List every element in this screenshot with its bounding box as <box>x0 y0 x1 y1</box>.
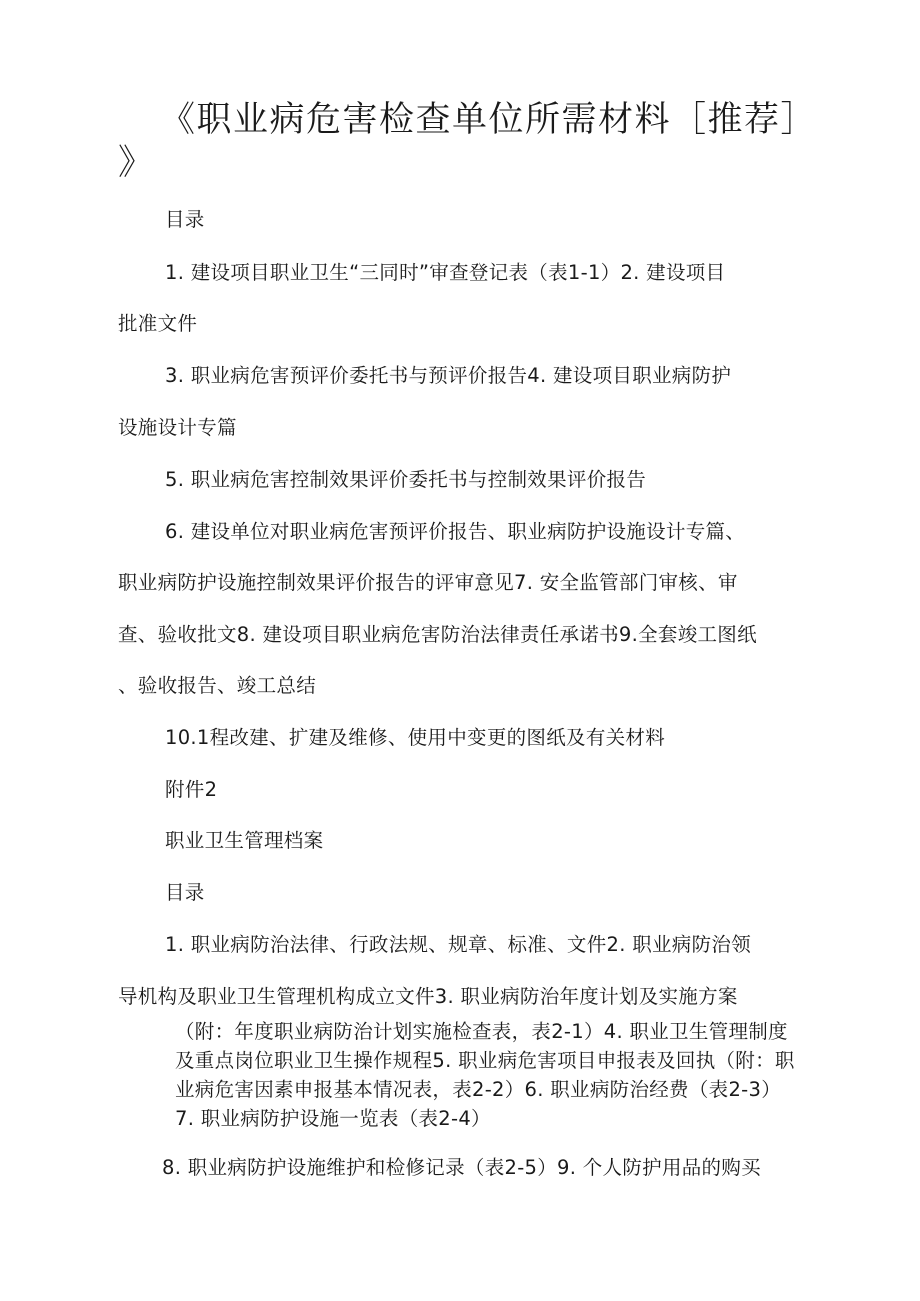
indented-paragraph-block: （附：年度职业病防治计划实施检查表，表2-1）4. 职业卫生管理制度及重点岗位职业卫生操作规程5. 职业病危害项目申报表及回执（附：职业病危害因素申报基本情况表，表2-2）6. 职业病防治经费（表2-3）7. 职业病防护设施一览表（表2-4） <box>175 1020 795 1130</box>
paragraph-line: 6. 建设单位对职业病危害预评价报告、职业病防护设施设计专篇、 <box>165 520 746 543</box>
paragraph-line: 5. 职业病危害控制效果评价委托书与控制效果评价报告 <box>165 468 647 491</box>
paragraph-line: 设施设计专篇 <box>118 416 237 439</box>
paragraph-line: 、验收报告、竣工总结 <box>118 674 317 697</box>
document-title-continuation: 》 <box>118 143 155 183</box>
paragraph-line: 1. 建设项目职业卫生“三同时”审查登记表（表1-1）2. 建设项目 <box>165 261 726 284</box>
paragraph-line: 8. 职业病防护设施维护和检修记录（表2-5）9. 个人防护用品的购买 <box>162 1156 761 1179</box>
toc-heading: 目录 <box>165 208 205 231</box>
paragraph-line: 职业病防护设施控制效果评价报告的评审意见7. 安全监管部门审核、审 <box>118 571 738 594</box>
section-heading: 职业卫生管理档案 <box>165 829 324 852</box>
paragraph-line: 导机构及职业卫生管理机构成立文件3. 职业病防治年度计划及实施方案 <box>118 985 738 1008</box>
paragraph-line: 1. 职业病防治法律、行政法规、规章、标准、文件2. 职业病防治领 <box>165 933 752 956</box>
paragraph-line: 批准文件 <box>118 312 198 335</box>
paragraph-line: 10.1程改建、扩建及维修、使用中变更的图纸及有关材料 <box>165 726 666 749</box>
toc-heading: 目录 <box>165 881 205 904</box>
attachment-label: 附件2 <box>165 778 218 801</box>
document-title: 《职业病危害检查单位所需材料［推荐］ <box>160 100 818 140</box>
paragraph-line: 3. 职业病危害预评价委托书与预评价报告4. 建设项目职业病防护 <box>165 364 732 387</box>
paragraph-line: 查、验收批文8. 建设项目职业病危害防治法律责任承诺书9.全套竣工图纸 <box>118 623 757 646</box>
